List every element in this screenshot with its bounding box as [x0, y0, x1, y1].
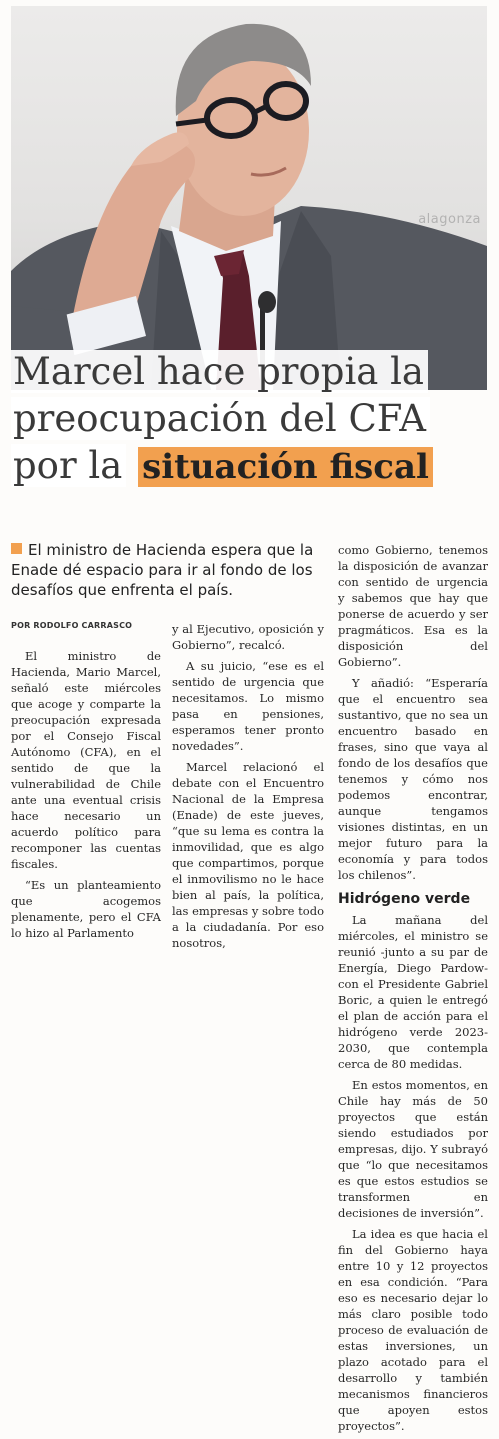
paragraph: Y añadió: “Esperaría que el encuentro sea sustantivo, que no sea un encuentro basado en frases, sino que vaya al fondo de los desafíos que tenemos y cómo nos podemos encontrar, aunque tengamos visiones distintas, en un mejor futuro para la economía y para todos los chilenos”. [338, 676, 488, 882]
paragraph: La mañana del miércoles, el ministro se reunió -junto a su par de Energía, Diego Pardow- con el Presidente Gabriel Boric, a quien le entregó el plan de acción para el hidrógeno verde 2023-2030, que contempla cerca de 80 medidas. [338, 913, 488, 1071]
photo-watermark: alagonza [418, 212, 481, 227]
paragraph: En estos momentos, en Chile hay más de 50 proyectos que están siendo estudiados por empresas, dijo. Y subrayó que “lo que necesitamos es que estos estudios se transformen en decisiones de inversión”. [338, 1078, 488, 1220]
article-photo [11, 6, 487, 390]
article-column-3 [338, 542, 488, 1439]
lead-paragraph [11, 540, 329, 600]
paragraph: El ministro de Hacienda, Mario Marcel, señaló este miércoles que acoge y comparte la preocupación expresada por el Consejo Fiscal Autónomo (CFA), en el sentido de que la vulnerabilidad de Chile ante una eventual crisis hace necesario un acuerdo político para recomponer las cuentas fiscales. [11, 649, 161, 871]
paragraph: como Gobierno, tenemos la disposición de avanzar con sentido de urgencia y sabemos que hay que ponerse de acuerdo y ser pragmáticos. Esa es la disposición del Gobierno”. [338, 543, 488, 669]
portrait-illustration [11, 6, 487, 390]
paragraph: “Es un planteamiento que acogemos plenamente, pero el CFA lo hizo al Parlamento [11, 878, 161, 940]
byline: POR RODOLFO CARRASCO [11, 621, 133, 630]
paragraph: Marcel relacionó el debate con el Encuentro Nacional de la Empresa (Enade) de este jueves, “que su lema es contra la inmovilidad, que es algo que compartimos, porque el inmovilismo no le hace bien al país, la política, las empresas y sobre todo a la ciudadanía. Por eso nosotros, [172, 760, 324, 950]
headline-accent: situación fiscal [138, 447, 433, 487]
headline-line-3-plain: por la [11, 444, 126, 487]
article-column-1 [11, 648, 161, 946]
headline-line-1: Marcel hace propia la [11, 350, 428, 393]
paragraph: A su juicio, “ese es el sentido de urgencia que necesitamos. Lo mismo pasa en pensiones, esperamos tener pronto novedades”. [172, 659, 324, 753]
headline [11, 348, 491, 491]
paragraph: La idea es que hacia el fin del Gobierno haya entre 10 y 12 proyectos en esa condición. “Para eso es necesario dejar lo más claro posible todo proceso de evaluación de estas inversiones, un plazo acotado para el desarrollo y también mecanismos financieros que apoyen estos proyectos”. [338, 1227, 488, 1433]
article-column-2 [172, 621, 324, 956]
subheading: Hidrógeno verde [338, 891, 471, 907]
orange-square-icon [11, 543, 22, 554]
lead-text: El ministro de Hacienda espera que la Enade dé espacio para ir al fondo de los desafíos que enfrenta el país. [11, 541, 314, 599]
headline-line-2: preocupación del CFA [11, 397, 430, 440]
paragraph: y al Ejecutivo, oposición y Gobierno”, recalcó. [172, 622, 324, 652]
